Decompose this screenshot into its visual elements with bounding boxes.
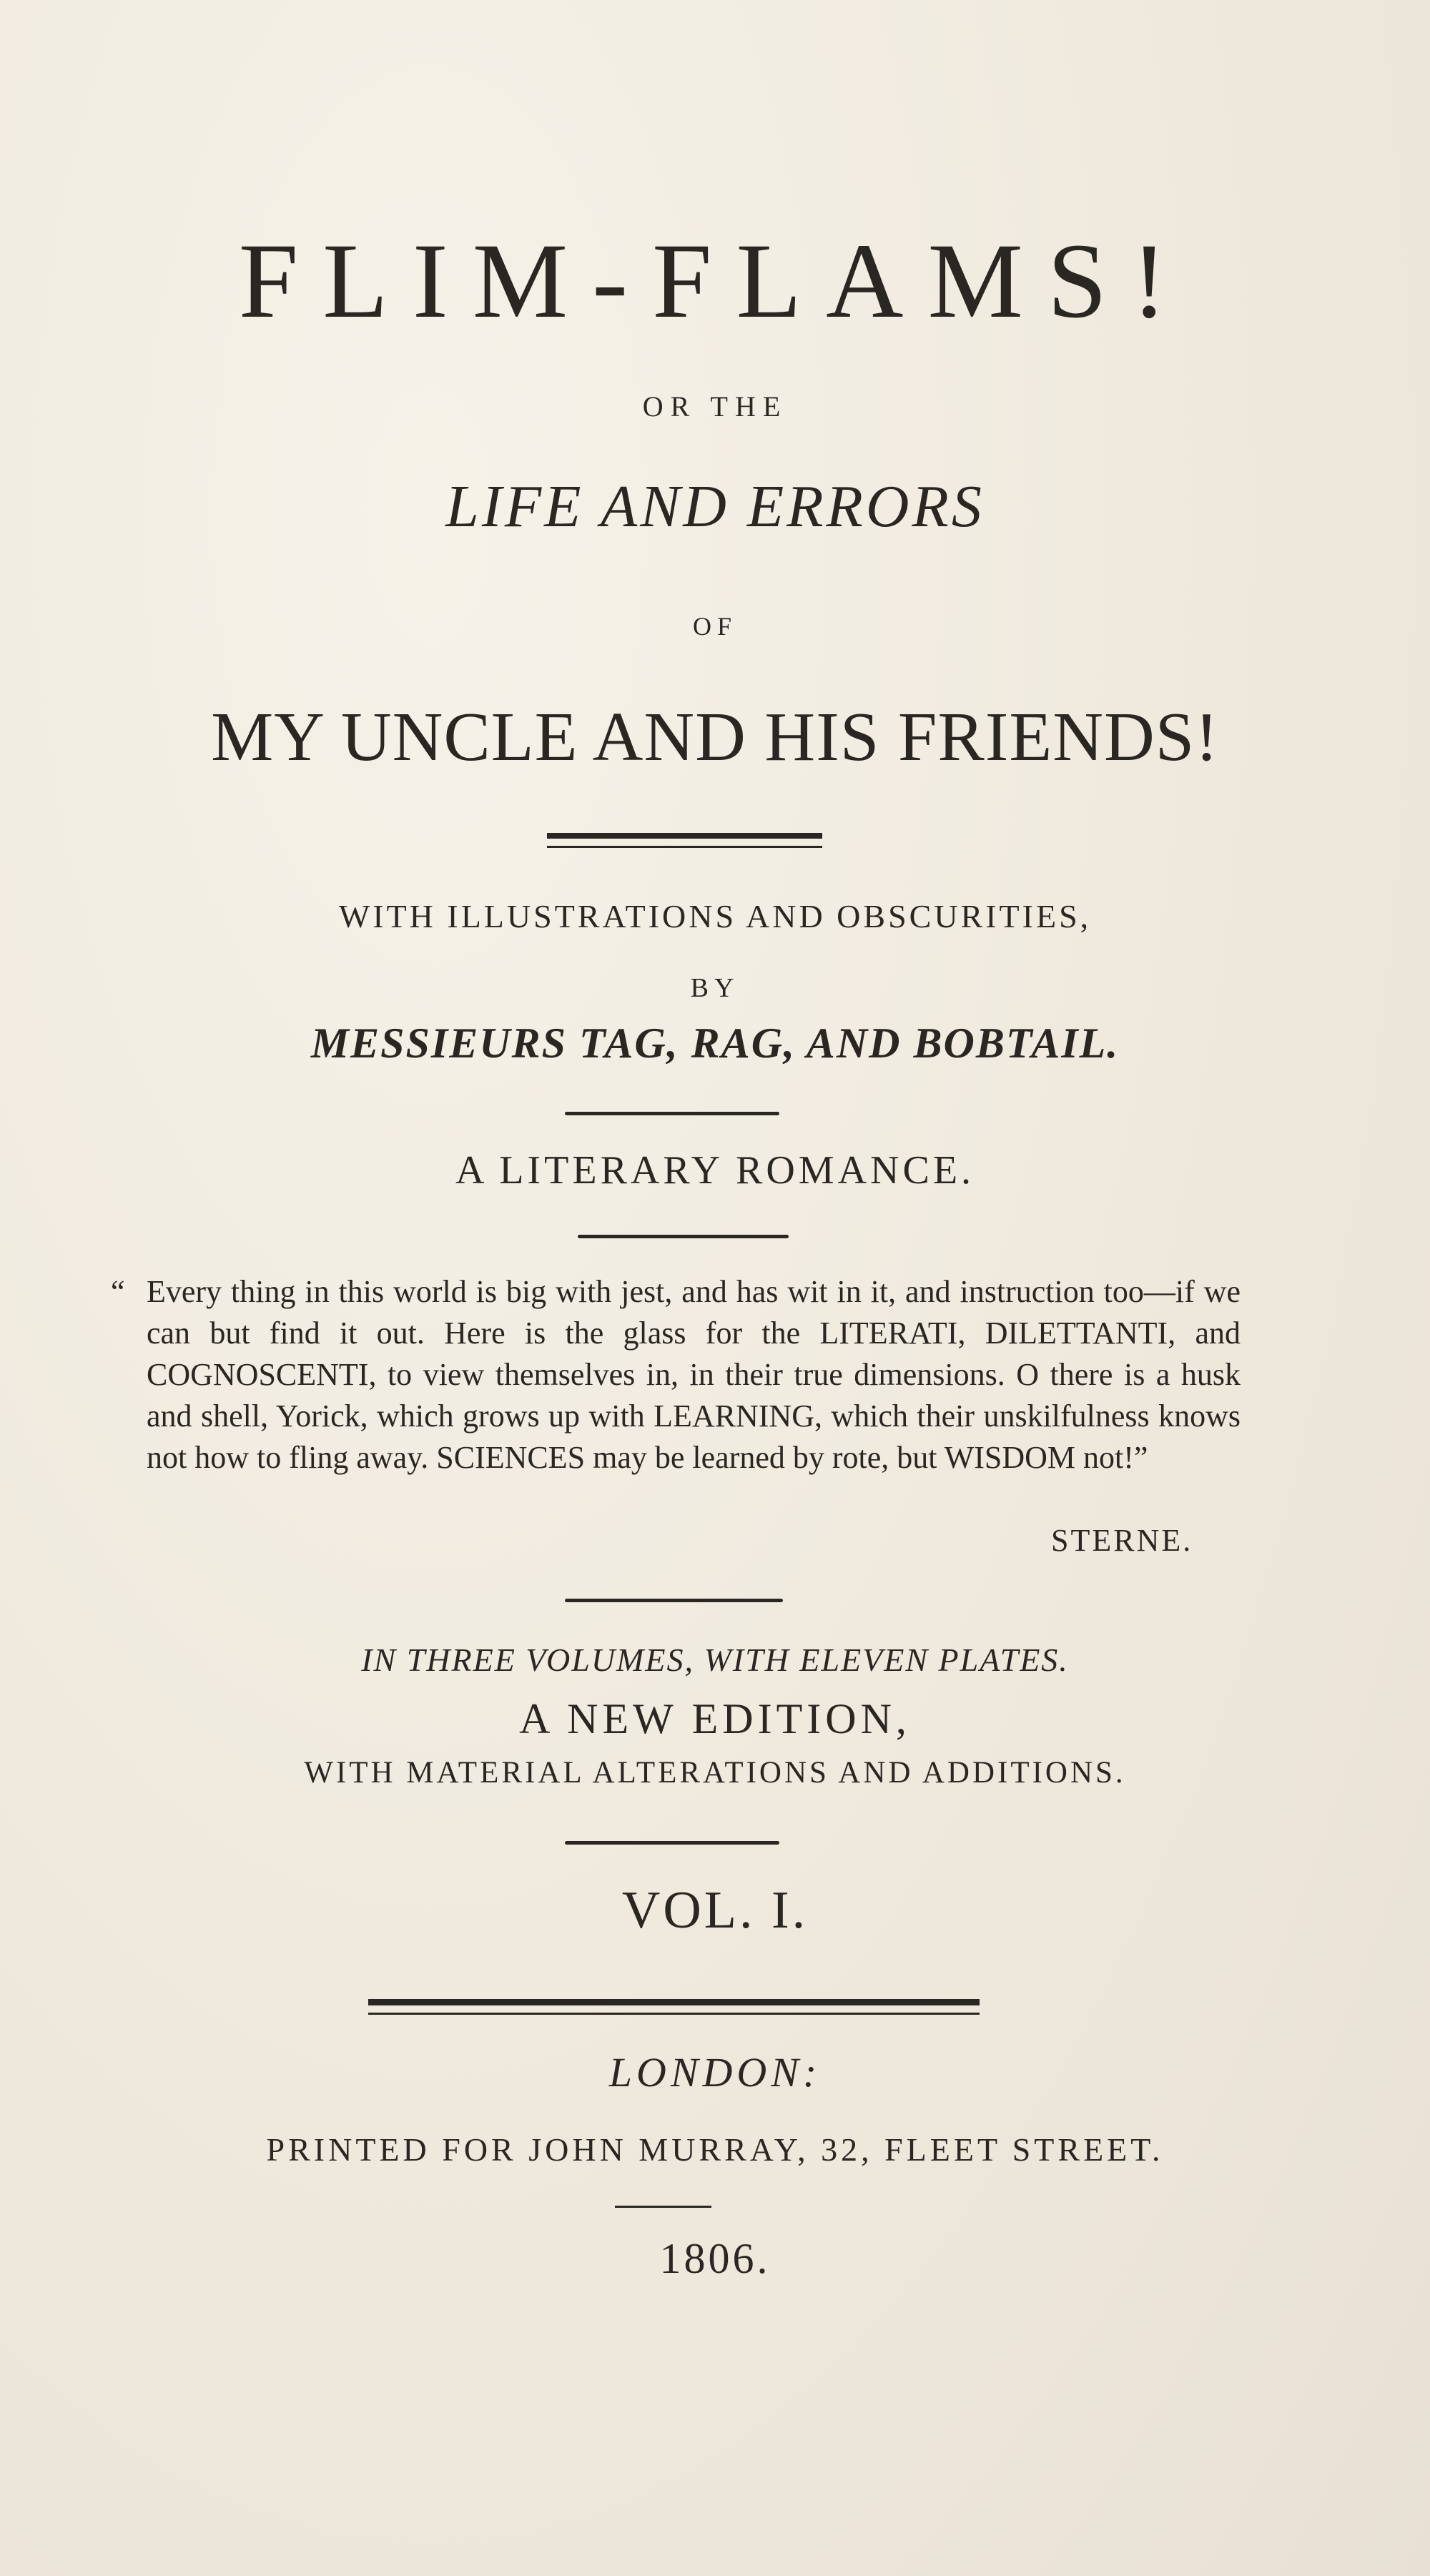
double-rule-top	[547, 833, 822, 839]
quote-open-mark: “	[111, 1274, 125, 1309]
volumes-line: IN THREE VOLUMES, WITH ELEVEN PLATES.	[361, 1642, 1069, 1678]
double-rule-bottom	[368, 1999, 980, 2005]
illustrations-line: WITH ILLUSTRATIONS AND OBSCURITIES,	[338, 898, 1092, 934]
alterations-line: WITH MATERIAL ALTERATIONS AND ADDITIONS.	[304, 1756, 1126, 1790]
ornament-rule-4	[565, 1841, 779, 1845]
of-line: OF	[692, 612, 738, 641]
ornament-rule-1	[565, 1112, 779, 1115]
by-line: BY	[690, 973, 740, 1003]
subtitle-uncle: MY UNCLE AND HIS FRIENDS!	[211, 699, 1219, 776]
publication-year: 1806.	[659, 2235, 771, 2282]
quote-attribution: STERNE.	[1051, 1523, 1193, 1558]
authors-line: MESSIEURS TAG, RAG, AND BOBTAIL.	[310, 1020, 1120, 1067]
double-rule-bottom-thin	[368, 2013, 980, 2015]
or-the-line: OR THE	[642, 390, 788, 423]
book-title: FLIM-FLAMS!	[238, 222, 1192, 340]
edition-line: A NEW EDITION,	[519, 1695, 911, 1742]
subtitle-life-and-errors: LIFE AND ERRORS	[445, 473, 985, 540]
printer-line: PRINTED FOR JOHN MURRAY, 32, FLEET STREET.	[266, 2131, 1164, 2168]
ornament-rule-2	[578, 1235, 789, 1238]
double-rule-top-thin	[547, 846, 822, 848]
ornament-rule-3	[565, 1599, 783, 1602]
short-rule	[615, 2206, 711, 2208]
place-of-publication: LONDON:	[608, 2049, 822, 2096]
volume-number: VOL. I.	[621, 1881, 809, 1940]
epigraph-quote: Every thing in this world is big with jest, and has wit in it, and instruction too—if we can but find it out. Here is the glass for the LITERATI, DILETTANTI, and COGNOSCENTI, to view themselves in, in their true dimensions. O there is a husk and shell, Yorick, which grows up with LEARNING, which their unskilfulness knows not how to fling away. SCIENCES may be learned by rote, but WISDOM not!”	[147, 1274, 1241, 1475]
genre-line: A LITERARY ROMANCE.	[455, 1148, 975, 1193]
